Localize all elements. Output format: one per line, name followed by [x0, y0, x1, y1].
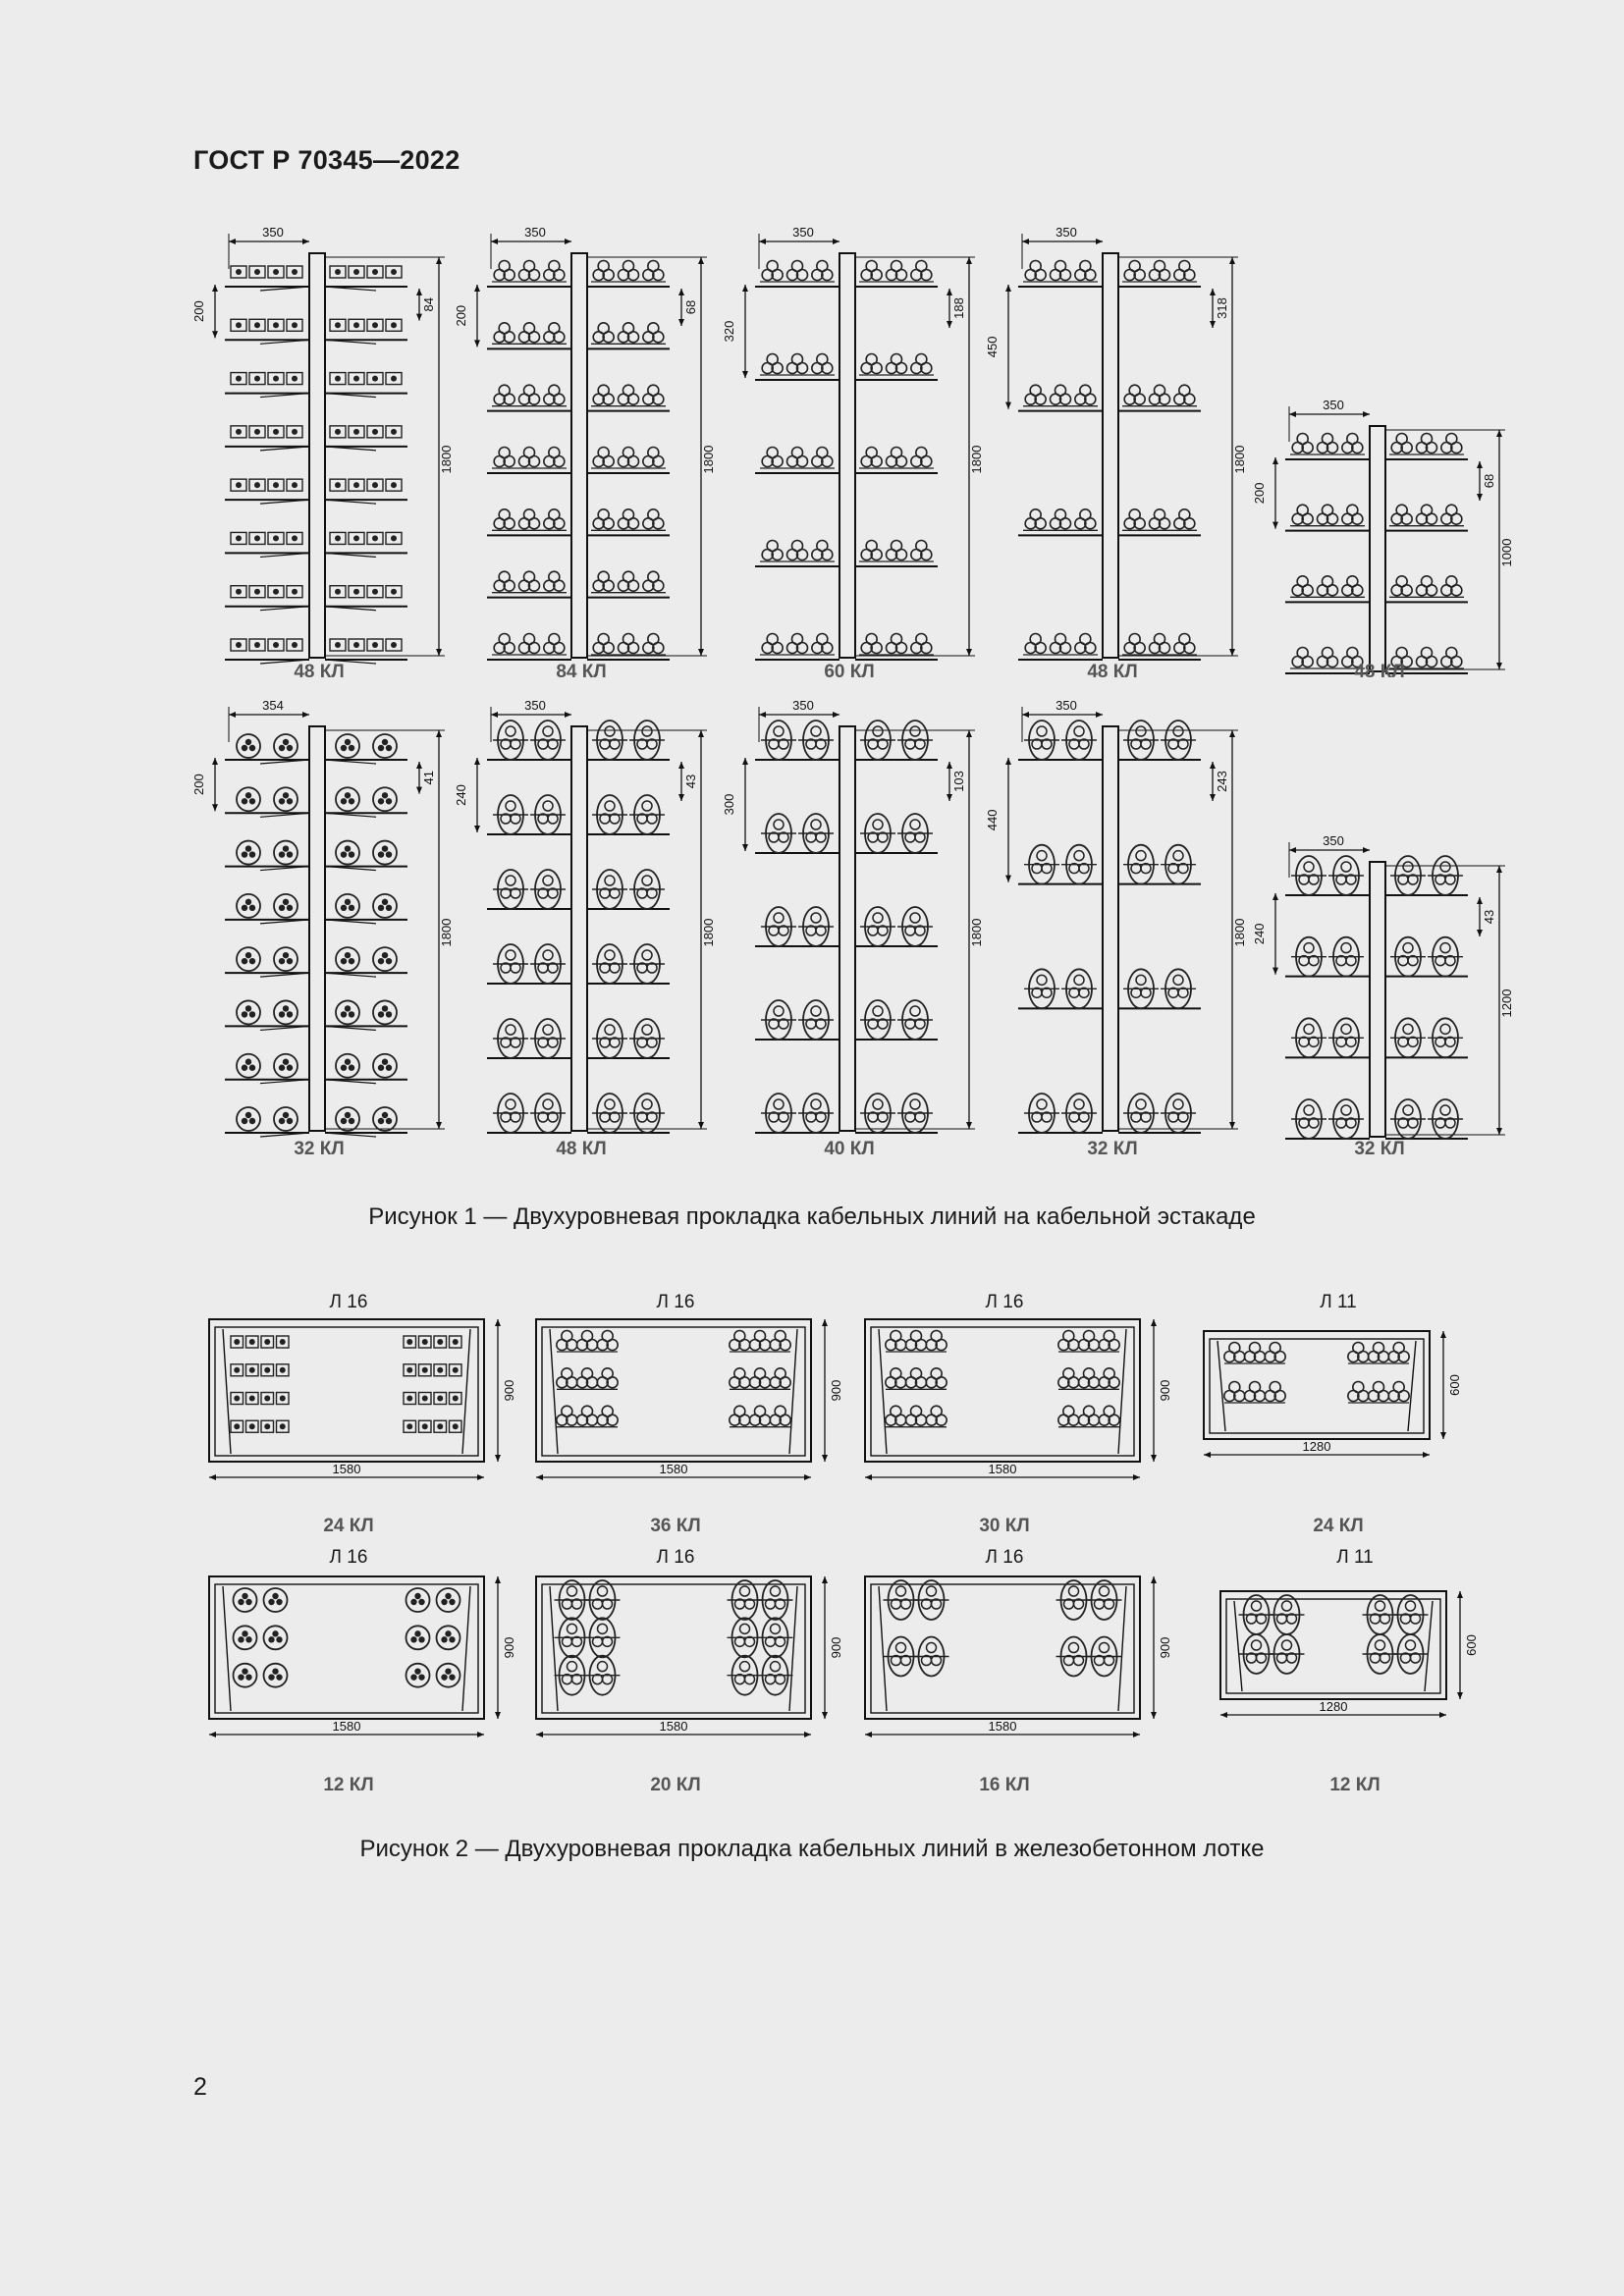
- height-dimension: 900: [829, 1636, 843, 1659]
- cable-group-left: [555, 1618, 621, 1657]
- cable-group-left: [761, 907, 834, 946]
- trestle-diagram: [985, 224, 1270, 675]
- height-dimension: 1800: [701, 918, 716, 947]
- cable-group-right: [860, 1094, 933, 1133]
- cable-group-right: [859, 354, 934, 376]
- cable-group-left: [760, 354, 835, 376]
- cable-group-left: [1291, 1099, 1364, 1139]
- width-dimension: 1580: [659, 1462, 688, 1476]
- figure-1-panel: [722, 697, 1006, 1148]
- cable-group-left: [492, 323, 567, 345]
- cable-group-left: [237, 734, 298, 758]
- gap-dimension: 188: [951, 297, 966, 319]
- trestle-diagram: [1252, 397, 1537, 689]
- cable-group-right: [1390, 1099, 1463, 1139]
- figure-1-panel: [1252, 832, 1537, 1154]
- cable-group-left: [1024, 1094, 1097, 1133]
- cable-group-right: [404, 1420, 461, 1432]
- figure-1-panel-label: 60 КЛ: [824, 662, 875, 682]
- cable-group-right: [592, 721, 665, 760]
- tier-spacing-dimension: 200: [454, 304, 468, 327]
- trestle-diagram: [1252, 832, 1537, 1154]
- figure-1-panel-label: 40 КЛ: [824, 1139, 875, 1159]
- height-dimension: 600: [1447, 1374, 1462, 1396]
- cable-group-left: [1224, 1343, 1285, 1364]
- cable-group-right: [1123, 1094, 1196, 1133]
- gap-dimension: 103: [951, 771, 966, 792]
- height-dimension: 900: [1158, 1379, 1172, 1402]
- tier-spacing-dimension: 440: [985, 809, 1000, 831]
- cable-group-left: [493, 944, 566, 984]
- width-dimension: 350: [1323, 398, 1344, 412]
- figure-2-caption: Рисунок 2 — Двухуровневая прокладка кабельных линий в железобетонном лотке: [359, 1836, 1265, 1862]
- cable-group-right: [406, 1664, 460, 1687]
- cable-group-right: [1122, 509, 1197, 531]
- tray-diagram: [857, 1313, 1181, 1521]
- cable-group-left: [1290, 434, 1365, 455]
- height-dimension: 1800: [439, 918, 454, 947]
- cable-group-right: [1056, 1637, 1122, 1677]
- tray-type-title: Л 11: [1320, 1292, 1357, 1312]
- cable-group-left: [761, 1094, 834, 1133]
- tray-type-title: Л 16: [329, 1292, 368, 1312]
- cable-group-left: [234, 1664, 288, 1687]
- tier-spacing-dimension: 300: [722, 793, 736, 816]
- cable-group-left: [493, 795, 566, 834]
- cable-group-left: [237, 947, 298, 971]
- width-dimension: 350: [1056, 225, 1077, 240]
- figure-1-panel: [985, 697, 1270, 1148]
- tier-spacing-dimension: 240: [454, 784, 468, 806]
- cable-group-right: [730, 1368, 790, 1390]
- cable-group-right: [591, 509, 666, 531]
- cable-group-left: [1291, 1018, 1364, 1057]
- tray-diagram: [857, 1571, 1181, 1778]
- tier-spacing-dimension: 200: [191, 300, 206, 322]
- cable-group-left: [1024, 845, 1097, 884]
- cable-group-right: [404, 1336, 461, 1348]
- figure-1-panel: [191, 697, 476, 1148]
- height-dimension: 1800: [701, 445, 716, 474]
- cable-group-left: [557, 1368, 618, 1390]
- cable-group-right: [330, 319, 402, 331]
- cable-group-right: [404, 1364, 461, 1376]
- figure-2-panel: [1213, 1585, 1488, 1758]
- width-dimension: 350: [792, 225, 814, 240]
- cable-group-right: [1058, 1331, 1119, 1353]
- cable-group-right: [592, 1019, 665, 1058]
- document-code: ГОСТ Р 70345—2022: [193, 145, 460, 175]
- cable-group-right: [404, 1393, 461, 1405]
- gap-dimension: 243: [1215, 771, 1229, 792]
- cable-group-right: [860, 907, 933, 946]
- width-dimension: 1580: [659, 1719, 688, 1734]
- cable-group-right: [336, 734, 397, 758]
- tray-type-title: Л 16: [656, 1547, 695, 1568]
- cable-group-right: [860, 814, 933, 853]
- cable-group-right: [591, 634, 666, 656]
- width-dimension: 1580: [332, 1719, 361, 1734]
- cable-group-left: [1224, 1382, 1285, 1404]
- cable-group-right: [1363, 1634, 1429, 1674]
- figure-1-panel-label: 32 КЛ: [1354, 1139, 1405, 1159]
- cable-group-left: [492, 571, 567, 593]
- cable-group-left: [231, 532, 302, 544]
- cable-group-left: [237, 841, 298, 865]
- height-dimension: 1000: [1499, 538, 1514, 567]
- figure-2-panel-label: 12 КЛ: [1329, 1775, 1380, 1795]
- cable-group-right: [406, 1626, 460, 1649]
- width-dimension: 350: [524, 225, 546, 240]
- cable-group-left: [1023, 261, 1098, 283]
- tray-type-title: Л 16: [656, 1292, 695, 1312]
- cable-group-right: [1123, 721, 1196, 760]
- cable-group-right: [859, 541, 934, 562]
- cable-group-left: [555, 1656, 621, 1695]
- gap-dimension: 84: [421, 297, 436, 312]
- tray-diagram: [1196, 1325, 1471, 1498]
- cable-group-left: [1023, 385, 1098, 406]
- cable-group-left: [237, 1000, 298, 1024]
- gap-dimension: 41: [421, 771, 436, 785]
- cable-group-right: [1389, 576, 1464, 598]
- figure-1-panel: [985, 224, 1270, 675]
- cable-group-left: [1239, 1595, 1305, 1634]
- cable-group-left: [493, 1019, 566, 1058]
- height-dimension: 1800: [439, 445, 454, 474]
- tray-type-title: Л 16: [985, 1292, 1024, 1312]
- cable-group-left: [231, 1420, 289, 1432]
- tray-type-title: Л 11: [1336, 1547, 1374, 1568]
- figure-2-panel-label: 16 КЛ: [979, 1775, 1030, 1795]
- figure-1-panel-label: 32 КЛ: [294, 1139, 345, 1159]
- cable-group-left: [1291, 937, 1364, 977]
- figure-1-panel: [454, 224, 738, 675]
- height-dimension: 900: [1158, 1636, 1172, 1659]
- cable-group-left: [492, 509, 567, 531]
- cable-group-left: [760, 448, 835, 469]
- cable-group-right: [860, 1000, 933, 1040]
- cable-group-left: [237, 787, 298, 811]
- height-dimension: 900: [829, 1379, 843, 1402]
- cable-group-right: [330, 639, 402, 651]
- trestle-diagram: [191, 224, 476, 675]
- figure-1-caption: Рисунок 1 — Двухуровневая прокладка кабельных линий на кабельной эстакаде: [368, 1203, 1256, 1230]
- cable-group-left: [884, 1637, 949, 1677]
- tier-spacing-dimension: 200: [1252, 482, 1267, 505]
- tray-diagram: [201, 1313, 525, 1521]
- cable-group-right: [1122, 634, 1197, 656]
- tier-spacing-dimension: 450: [985, 336, 1000, 358]
- cable-group-left: [760, 541, 835, 562]
- height-dimension: 1800: [1232, 918, 1247, 947]
- cable-group-left: [493, 870, 566, 909]
- height-dimension: 900: [502, 1379, 516, 1402]
- cable-group-left: [1023, 634, 1098, 656]
- gap-dimension: 43: [1482, 909, 1496, 925]
- cable-group-right: [336, 894, 397, 918]
- cable-group-right: [336, 787, 397, 811]
- page-number: 2: [193, 2073, 207, 2101]
- cable-group-left: [237, 894, 298, 918]
- cable-group-left: [231, 1364, 289, 1376]
- cable-group-left: [231, 1336, 289, 1348]
- cable-group-right: [1058, 1406, 1119, 1427]
- width-dimension: 1580: [988, 1462, 1017, 1476]
- cable-group-right: [730, 1406, 790, 1427]
- figure-2-panel-label: 24 КЛ: [323, 1516, 374, 1536]
- cable-group-right: [330, 479, 402, 491]
- tier-spacing-dimension: 320: [722, 320, 736, 343]
- cable-group-left: [231, 319, 302, 331]
- height-dimension: 1800: [1232, 445, 1247, 474]
- cable-group-right: [1123, 969, 1196, 1008]
- figure-1-panel: [722, 224, 1006, 675]
- cable-group-right: [336, 841, 397, 865]
- cable-group-right: [336, 947, 397, 971]
- cable-group-left: [1024, 969, 1097, 1008]
- cable-group-right: [406, 1588, 460, 1612]
- figure-1-panel-label: 48 КЛ: [1087, 662, 1138, 682]
- cable-group-right: [330, 426, 402, 438]
- tray-diagram: [528, 1313, 852, 1521]
- trestle-diagram: [722, 224, 1006, 675]
- tray-type-title: Л 16: [985, 1547, 1024, 1568]
- figure-1-panel-label: 48 КЛ: [1354, 662, 1405, 682]
- cable-group-right: [330, 266, 402, 278]
- cable-group-right: [860, 721, 933, 760]
- cable-group-right: [859, 634, 934, 656]
- figure-1-panel-label: 32 КЛ: [1087, 1139, 1138, 1159]
- cable-group-left: [886, 1406, 947, 1427]
- cable-group-right: [728, 1618, 793, 1657]
- cable-group-left: [557, 1331, 618, 1353]
- height-dimension: 1800: [969, 445, 984, 474]
- figure-2-panel-label: 20 КЛ: [650, 1775, 701, 1795]
- trestle-diagram: [985, 697, 1270, 1148]
- cable-group-left: [884, 1580, 949, 1620]
- figure-2-panel: [857, 1571, 1181, 1778]
- cable-group-left: [761, 814, 834, 853]
- cable-group-left: [234, 1626, 288, 1649]
- gap-dimension: 318: [1215, 297, 1229, 319]
- cable-group-left: [1239, 1634, 1305, 1674]
- cable-group-right: [592, 1094, 665, 1133]
- height-dimension: 1800: [969, 918, 984, 947]
- width-dimension: 350: [792, 698, 814, 713]
- cable-group-right: [859, 448, 934, 469]
- cable-group-left: [886, 1331, 947, 1353]
- cable-group-right: [336, 1054, 397, 1078]
- figure-2-panel: [857, 1313, 1181, 1521]
- cable-group-right: [330, 532, 402, 544]
- cable-group-left: [492, 634, 567, 656]
- figure-2-panel: [201, 1571, 525, 1778]
- cable-group-right: [1390, 1018, 1463, 1057]
- cable-group-right: [592, 795, 665, 834]
- cable-group-right: [591, 571, 666, 593]
- cable-group-left: [886, 1368, 947, 1390]
- width-dimension: 354: [262, 698, 284, 713]
- cable-group-left: [231, 586, 302, 598]
- cable-group-right: [336, 1107, 397, 1131]
- cable-group-right: [592, 870, 665, 909]
- cable-group-right: [1389, 505, 1464, 526]
- figure-2-panel-label: 24 КЛ: [1313, 1516, 1364, 1536]
- trestle-diagram: [191, 697, 476, 1148]
- cable-group-left: [231, 266, 302, 278]
- cable-group-left: [231, 639, 302, 651]
- trestle-diagram: [722, 697, 1006, 1148]
- cable-group-left: [231, 1393, 289, 1405]
- cable-group-left: [493, 1094, 566, 1133]
- cable-group-right: [1123, 845, 1196, 884]
- width-dimension: 350: [262, 225, 284, 240]
- cable-group-left: [237, 1107, 298, 1131]
- cable-group-right: [1058, 1368, 1119, 1390]
- cable-group-right: [330, 586, 402, 598]
- cable-group-right: [1348, 1343, 1409, 1364]
- cable-group-right: [591, 385, 666, 406]
- cable-group-right: [591, 448, 666, 469]
- tray-diagram: [528, 1571, 852, 1778]
- cable-group-left: [493, 721, 566, 760]
- cable-group-left: [231, 373, 302, 385]
- figure-2-panel-label: 36 КЛ: [650, 1516, 701, 1536]
- width-dimension: 1580: [332, 1462, 361, 1476]
- trestle-diagram: [454, 224, 738, 675]
- width-dimension: 350: [1056, 698, 1077, 713]
- cable-group-left: [492, 385, 567, 406]
- cable-group-right: [1122, 385, 1197, 406]
- cable-group-right: [336, 1000, 397, 1024]
- figure-1-panel-label: 48 КЛ: [556, 1139, 607, 1159]
- cable-group-left: [760, 634, 835, 656]
- tray-diagram: [201, 1571, 525, 1778]
- tray-diagram: [1213, 1585, 1488, 1758]
- cable-group-right: [1390, 937, 1463, 977]
- cable-group-left: [1291, 856, 1364, 895]
- width-dimension: 350: [524, 698, 546, 713]
- cable-group-right: [730, 1331, 790, 1353]
- cable-group-right: [1348, 1382, 1409, 1404]
- gap-dimension: 43: [683, 774, 698, 789]
- cable-group-left: [1290, 505, 1365, 526]
- cable-group-left: [1023, 509, 1098, 531]
- figure-2-panel-label: 30 КЛ: [979, 1516, 1030, 1536]
- figure-1-panel: [1252, 397, 1537, 689]
- cable-group-right: [592, 944, 665, 984]
- cable-group-left: [761, 1000, 834, 1040]
- tray-type-title: Л 16: [329, 1547, 368, 1568]
- width-dimension: 1580: [988, 1719, 1017, 1734]
- height-dimension: 900: [502, 1636, 516, 1659]
- cable-group-left: [1290, 576, 1365, 598]
- figure-2-panel: [528, 1313, 852, 1521]
- cable-group-left: [231, 479, 302, 491]
- tier-spacing-dimension: 200: [191, 774, 206, 795]
- cable-group-left: [760, 261, 835, 283]
- height-dimension: 1200: [1499, 988, 1514, 1018]
- gap-dimension: 68: [1482, 473, 1496, 489]
- cable-group-left: [1024, 721, 1097, 760]
- figure-1-panel-label: 84 КЛ: [556, 662, 607, 682]
- cable-group-right: [330, 373, 402, 385]
- cable-group-left: [492, 261, 567, 283]
- tier-spacing-dimension: 240: [1252, 923, 1267, 945]
- height-dimension: 600: [1464, 1634, 1479, 1656]
- cable-group-right: [591, 323, 666, 345]
- cable-group-left: [761, 721, 834, 760]
- cable-group-left: [557, 1406, 618, 1427]
- trestle-diagram: [454, 697, 738, 1148]
- cable-group-left: [237, 1054, 298, 1078]
- cable-group-right: [1056, 1580, 1122, 1620]
- figure-2-panel: [528, 1571, 852, 1778]
- cable-group-left: [234, 1588, 288, 1612]
- cable-group-left: [231, 426, 302, 438]
- cable-group-right: [1390, 856, 1463, 895]
- gap-dimension: 68: [683, 299, 698, 315]
- width-dimension: 1280: [1319, 1699, 1348, 1714]
- cable-group-right: [728, 1656, 793, 1695]
- cable-group-right: [1389, 434, 1464, 455]
- cable-group-left: [555, 1580, 621, 1620]
- figure-2-panel: [201, 1313, 525, 1521]
- cable-group-right: [1122, 261, 1197, 283]
- width-dimension: 350: [1323, 833, 1344, 848]
- cable-group-right: [1363, 1595, 1429, 1634]
- figure-2-panel: [1196, 1325, 1471, 1498]
- cable-group-right: [728, 1580, 793, 1620]
- figure-1-panel: [454, 697, 738, 1148]
- cable-group-right: [859, 261, 934, 283]
- width-dimension: 1280: [1302, 1439, 1331, 1454]
- figure-1-panel: [191, 224, 476, 675]
- figure-2-panel-label: 12 КЛ: [323, 1775, 374, 1795]
- cable-group-right: [591, 261, 666, 283]
- cable-group-left: [492, 448, 567, 469]
- figure-1-panel-label: 48 КЛ: [294, 662, 345, 682]
